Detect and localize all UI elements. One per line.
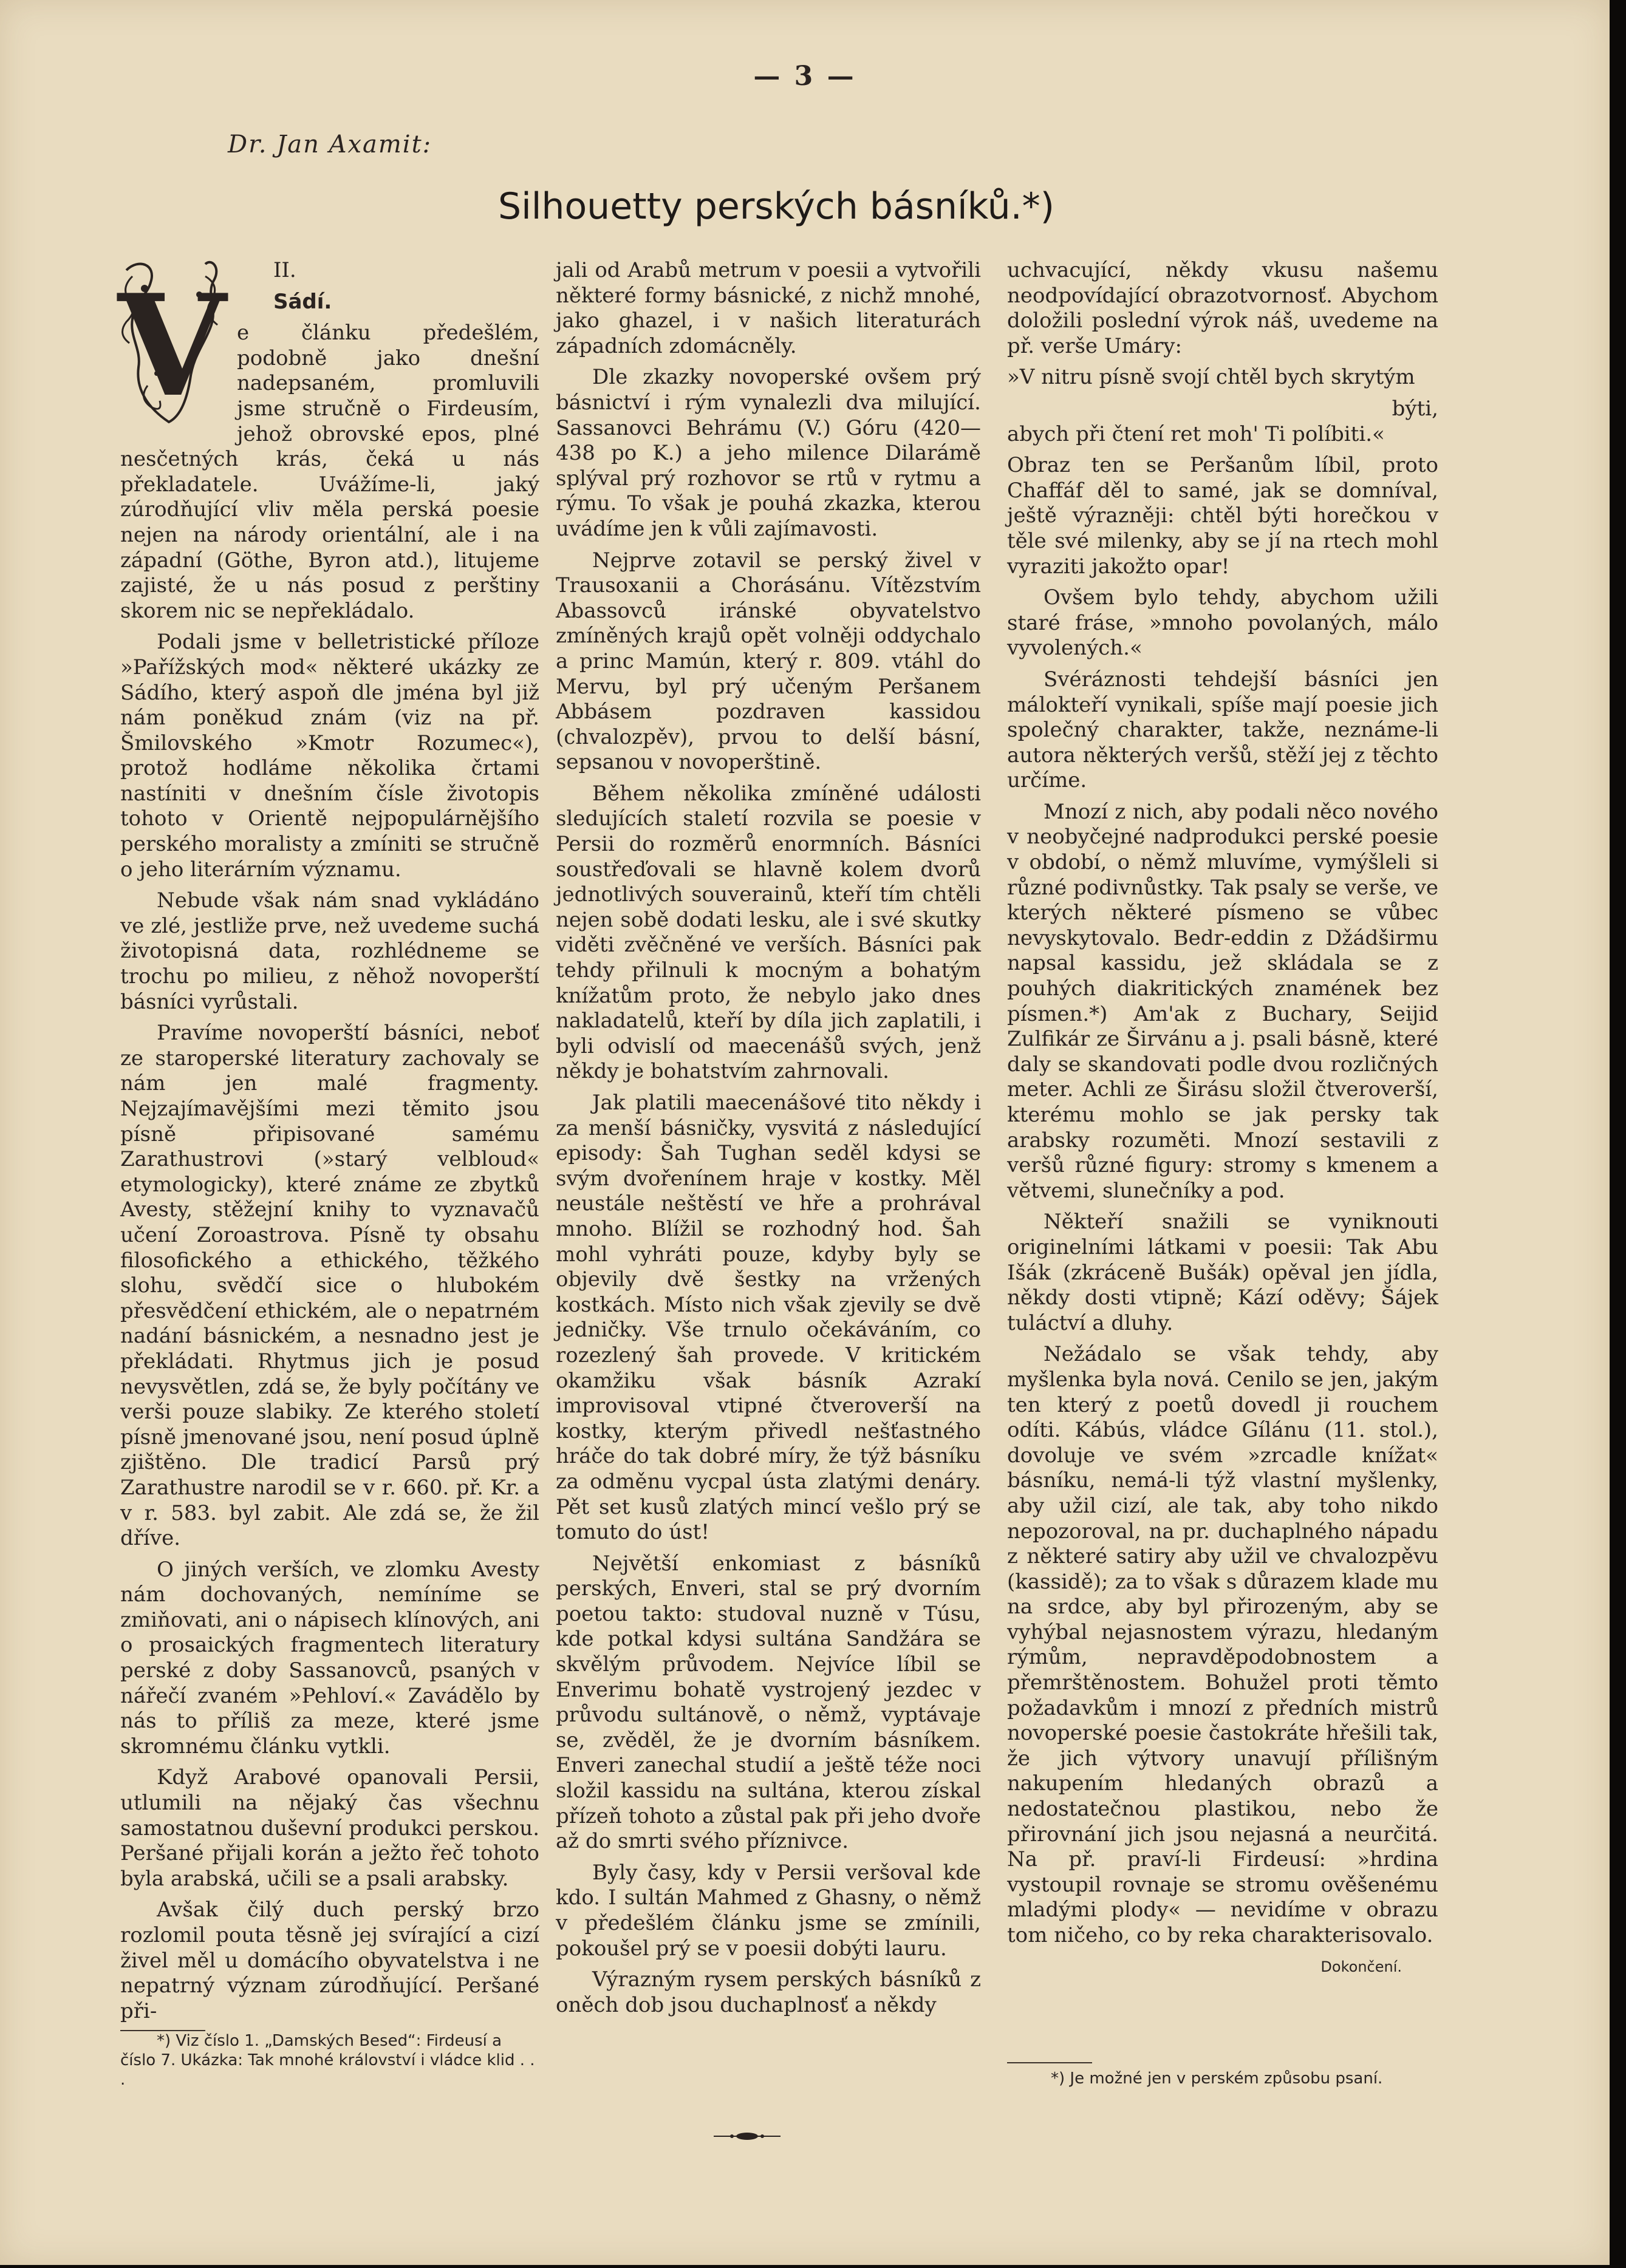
paragraph: Podali jsme v belletristické příloze »Pařížských mod« některé ukázky ze Sádího, který aspoň dle jména byl již nám poněkud znám (viz na př. Šmilovského »Kmotr Rozumec«), protož hodláme několika črtami nastíniti v dnešním čísle životopis tohoto v Orientě nejpopulárnějšího perského moralisty a zmíniti se stručně o jeho literárním významu. [120, 630, 539, 882]
ornamental-v-icon [114, 252, 230, 428]
paragraph: O jiných verších, ve zlomku Avesty nám dochovaných, nemíníme se zmiňovati, ani o nápisech klínových, ani o prosaických fragmentech literatury perské z doby Sassanovců, psaných v nářečí zvaném »Pehloví.« Zavádělo by nás to příliš za meze, které jsme skromnému článku vytkli. [120, 1557, 539, 1759]
verse-line: »V nitru písně svojí chtěl bych skrytým [1007, 365, 1415, 390]
paragraph: Nebude však nám snad vykládáno ve zlé, jestliže prve, než uvedeme suchá životopisná data, rozhlédneme se trochu po milieu, z něhož novoperští básníci vyrůstali. [120, 888, 539, 1014]
paragraph: uchvacující, někdy vkusu našemu neodpovídající obrazotvornosť. Abychom doložili poslední výrok náš, uvedeme na př. verše Umáry: [1007, 258, 1438, 358]
section-number: II. [273, 258, 296, 282]
footnote-divider [1007, 2062, 1092, 2063]
paragraph: Výrazným rysem perských básníků z oněch dob jsou duchaplnosť a někdy [556, 1967, 981, 2017]
to-be-continued: Dokončení. [1320, 1958, 1402, 1975]
paragraph: Nežádalo se však tehdy, aby myšlenka byla nová. Cenilo se jen, jakým ten který z poetů dovedl ji rouchem odíti. Kábús, vládce Gílánu (11. stol.), dovoluje ve svém »zrcadle knížat« básníku, nemá-li týž vlastní myšlenky, aby užil cizí, ale tak, aby toho nikdo nepozoroval, na pr. duchaplného nápadu z některé satiry aby užil ve chvalozpěvu (kassidě); za to však s důrazem klade mu na srdce, aby byl přirozeným, aby se vyhýbal nejasnostem výrazu, hledaným rýmům, nepravděpodobnostem a přemrštěnostem. Bohužel proti těmto požadavkům i mnozí z předních mistrů novoperské poesie častokráte hřešili tak, že jich výtvory unavují přílišným nakupením hledaných obrazů a nedostatečnou plastikou, nebo že přirovnání jich jsou nejasná a neurčitá. Na př. praví-li Firdeusí: »hrdina vystoupil rovnaje se stromu ověšenému mladými plody« — nevidíme v obrazu tom ničeho, co by reka charakterisovalo. [1007, 1342, 1438, 1947]
end-ornament-icon [714, 2130, 781, 2142]
paragraph: Dle zkazky novoperské ovšem prý básnictví i rým vynalezli dva milující. Sassanovci Behrámu (V.) Góru (420—438 po K.) a jeho milence Dilarámě splýval prý rozhovor se rtů v rytmu a rýmu. To však je pouhá zkazka, kterou uvádíme jen k vůli zajímavosti. [556, 365, 981, 541]
column-2 [556, 258, 981, 2024]
paragraph: Během několika zmíněné události sledujících staletí rozvila se poesie v Persii do rozměrů enormních. Básníci soustřeďovali se hlavně kolem dvorů jednotlivých souverainů, kteří tím chtěli nejen sobě dodati lesku, ale i své skutky viděti zvěčněné ve verších. Básníci pak tehdy přilnuli k mocným a bohatým knížatům proto, že nebylo jako dnes nakladatelů, kteří by díla jich zaplatili, i byli odvislí od maecenášů svých, jenž někdy je bohatstvím zahrnovali. [556, 781, 981, 1084]
author-name: Dr. Jan Axamit: [228, 131, 432, 158]
paragraph: Jak platili maecenášové tito někdy i za menší básničky, vysvitá z následující episody: Šah Tughan seděl kdysi se svým dvořenínem hraje v kostky. Měl neustále neštěstí ve hře a prohrával mnoho. Blížil se rozhodný hod. Šah mohl vyhráti pouze, kdyby byly se objevily dvě šestky na vržených kostkách. Místo nich však zjevily se dvě jedničky. Vše trnulo očekáváním, co rozezlený šah provede. V kritickém okamžiku však básník Azrakí improvisoval vtipné čtveroverší na kostky, kterým přivedl nešťastného hráče do tak dobré míry, že týž básníku za odměnu vycpal ústa zlatými denáry. Pět set kusů zlatých mincí vešlo prý se tomuto do úst! [556, 1091, 981, 1545]
drop-cap-letter: V [117, 264, 227, 428]
paragraph: Ovšem bylo tehdy, abychom užili staré fráse, »mnoho povolaných, málo vyvolených.« [1007, 585, 1438, 661]
paragraph: e článku předešlém, podobně jako dnešní nadepsaném, promluvili jsme stručně o Firdeusím, jehož obrovské epos, plné nesčetných krás, čeká u nás překladatele. Uvážíme-li, jaký zúrodňující vliv měla perská poesie nejen na národy orientální, ale i na západní (Göthe, Byron atd.), litujeme zajisté, že u nás posud z perštiny skorem nic se nepřekládalo. [120, 321, 539, 623]
column-1 [117, 258, 539, 2096]
page-number: — 3 — [753, 61, 856, 92]
verse-line: abych při čtení ret moh' Ti políbiti.« [1007, 421, 1385, 446]
paragraph: Někteří snažili se vyniknouti originelními látkami v poesii: Tak Abu Išák (zkráceně Bušák) opěval jen jídla, někdy dosti vtipně; Kází oděvy; Šájek tuláctví a dluhy. [1007, 1210, 1438, 1335]
paragraph: Svéráznosti tehdejší básníci jen málokteří vynikali, spíše mají poesie jich společný charakter, takže, neznáme-li autora některých veršů, stěží jej z těchto určíme. [1007, 667, 1438, 793]
paragraph: Byly časy, kdy v Persii veršoval kde kdo. I sultán Mahmed z Ghasny, o němž v předešlém článku jsme se zmínili, pokoušel prý se v poesii dobýti lauru. [556, 1860, 981, 1961]
section-heading: Sádí. [273, 289, 332, 314]
paragraph: Největší enkomiast z básníků perských, Enveri, stal se prý dvorním poetou takto: studoval nuzně v Túsu, kde potkal kdysi sultána Sandžára se skvělým průvodem. Nejvíce líbil se Enverimu bohatě vystrojený jezdec v průvodu sultánově, o němž, vyptávaje se, zvěděl, že je dvorním básníkem. Enveri zanechal studií a ještě téže noci složil kassidu na sultána, kterou získal přízeň tohoto a zůstal pak při jeho dvoře až do smrti svého příznivce. [556, 1551, 981, 1854]
article-title: Silhouetty perských básníků.*) [498, 185, 1055, 228]
paragraph: Pravíme novoperští básníci, neboť ze staroperské literatury zachovaly se nám jen malé fragmenty. Nejzajímavějšími mezi těmito jsou písně připisované samému Zarathustrovi (»starý velbloud« etymologicky), které známe ze zbytků Avesty, stěžejní knihy to vyznavačů učení Zoroastrova. Písně ty obsahu filosofického a ethického, těžkého slohu, svědčí sice o hlubokém přesvědčení ethickém, ale o nepatrném nadání básnickém, a nesnadno jest je překládati. Rhytmus jich je posud nevysvětlen, zdá se, že byly počítány ve verši pouze slabiky. Ze kterého století písně jmenované jsou, není posud úplně zjištěno. Dle tradicí Parsů prý Zarathustre narodil se v r. 660. př. Kr. a v r. 583. byl zabit. Ale zdá se, že žil dříve. [120, 1021, 539, 1551]
paragraph: Když Arabové opanovali Persii, utlumili na nějaký čas všechnu samostatnou duševní produkci perskou. Peršané přijali korán a ježto řeč tohoto byla arabská, učili se a psali arabsky. [120, 1765, 539, 1891]
paragraph: Mnozí z nich, aby podali něco nového v neobyčejné nadprodukci perské poesie v období, o němž mluvíme, vymýšleli si různé podivnůstky. Tak psaly se verše, ve kterých některé písmeno se vůbec nevyskytovalo. Bedr-eddin z Džádširmu napsal kassidu, jež skládala se z pouhých diakritických znamének bez písmen.*) Am'ak z Buchary, Seijid Zulfikár ze Širvánu a j. psali básně, které daly se skandovati podle dvou rozličných meter. Achli ze Širásu složil čtveroverší, kterému mohlo se jak persky tak arabsky rozuměti. Mnozí sestavili z veršů různé figury: stromy s kmenem a větvemi, slunečníky a pod. [1007, 799, 1438, 1203]
footnote: *) Viz číslo 1. „Damských Besed“: Firdeusí a číslo 7. Ukázka: Tak mnohé království i vládce klid . . . [120, 2032, 535, 2089]
paragraph: Nejprve zotavil se perský živel v Trausoxanii a Chorásánu. Vítězstvím Abassovců iránské obyvatelstvo zmíněných krajů opět volněji oddychalo a princ Mamún, který r. 809. vtáhl do Mervu, byl prý učeným Peršanem Abbásem pozdraven kassidou (chvalozpěv), prvou to delší básní, sepsanou v novoperštině. [556, 548, 981, 775]
paragraph: Avšak čilý duch perský brzo rozlomil pouta těsně jej svírající a cizí živel měl u domácího obyvatelstva i ne nepatrný význam zúrodňující. Peršané při- [120, 1898, 539, 2023]
footnote: *) Je možné jen v perském způsobu psaní. [1051, 2069, 1383, 2088]
drop-cap [114, 252, 230, 428]
paragraph: Obraz ten se Peršanům líbil, proto Chaffáf děl to samé, jak se domníval, ještě výrazněji: chtěl býti horečkou v těle své milenky, aby se jí na rtech mohl vyraziti jakožto opar! [1007, 453, 1438, 579]
verse-line-end: býti, [1392, 396, 1438, 421]
column-3 [1007, 258, 1438, 1986]
paragraph: jali od Arabů metrum v poesii a vytvořili některé formy básnické, z nichž mnohé, jako ghazel, i v našich literaturách západních zdomácněly. [556, 258, 981, 358]
